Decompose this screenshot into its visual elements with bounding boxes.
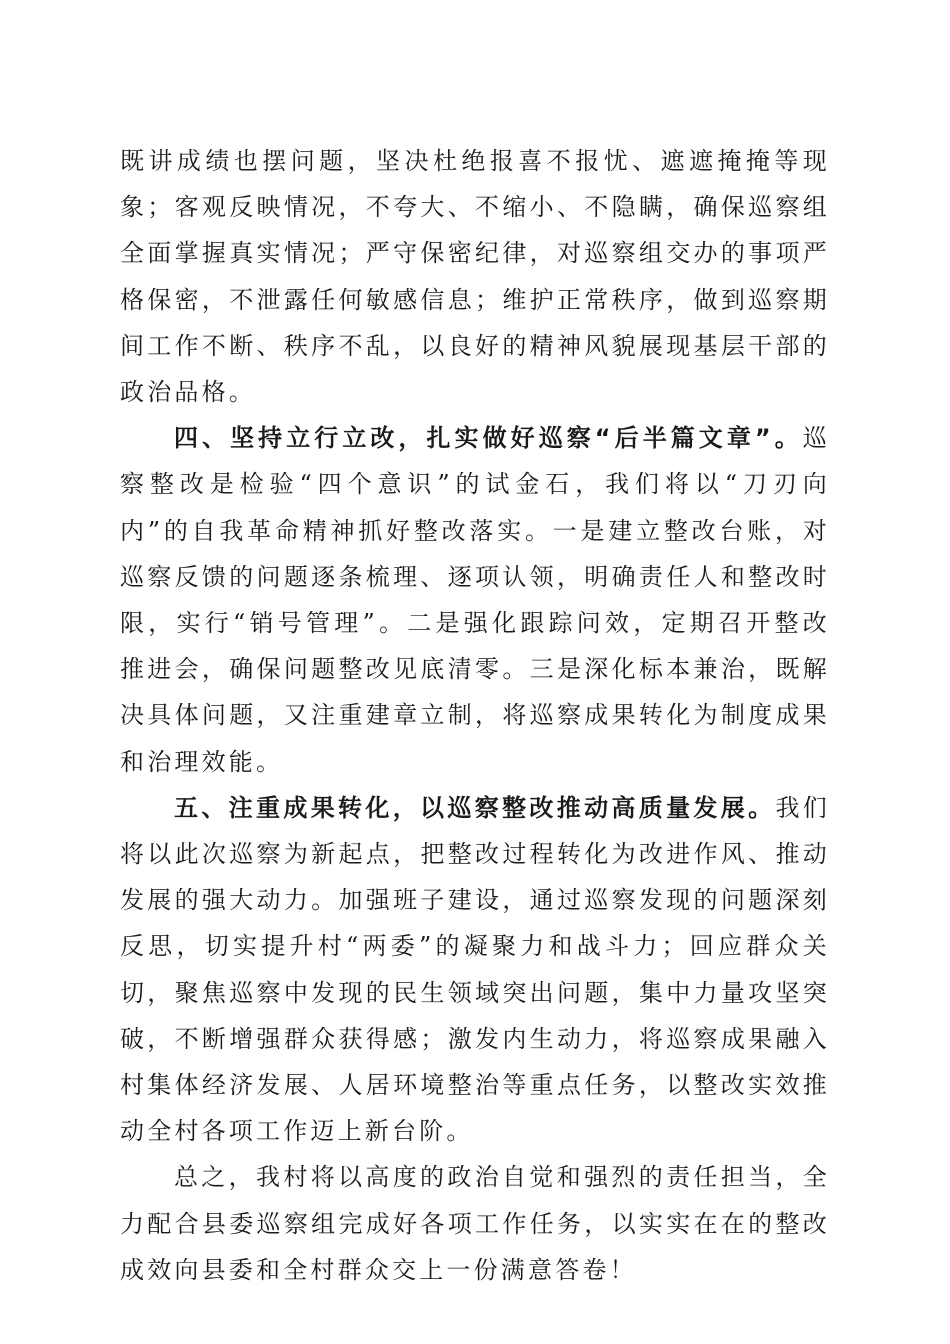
- paragraph-text: 巡察整改是检验“四个意识”的试金石，我们将以“刀刃向内”的自我革命精神抓好整改落实。一是建立整改台账，对巡察反馈的问题逐条梳理、逐项认领，明确责任人和整改时限，实行“销号管理”。二是强化跟踪问效，定期召开整改推进会，确保问题整改见底清零。三是深化标本兼治，既解决具体问题，又注重建章立制，将巡察成果转化为制度成果和治理效能。: [120, 424, 830, 776]
- paragraph-text: 我们将以此次巡察为新起点，把整改过程转化为改进作风、推动发展的强大动力。加强班子建设，通过巡察发现的问题深刻反思，切实提升村“两委”的凝聚力和战斗力；回应群众关切，聚焦巡察中发现的民生领域突出问题，集中力量攻坚突破，不断增强群众获得感；激发内生动力，将巡察成果融入村集体经济发展、人居环境整治等重点任务，以整改实效推动全村各项工作迈上新台阶。: [120, 793, 830, 1146]
- paragraph-conclusion: [120, 1154, 830, 1293]
- section-heading-five: 五、注重成果转化，以巡察整改推动高质量发展。: [174, 793, 776, 822]
- paragraph-section-five: [120, 785, 830, 1155]
- paragraph-text: 总之，我村将以高度的政治自觉和强烈的责任担当，全力配合县委巡察组完成好各项工作任务，以实实在在的整改成效向县委和全村群众交上一份满意答卷！: [120, 1163, 830, 1284]
- paragraph-section-four: [120, 415, 830, 785]
- document-page: [120, 138, 830, 1293]
- paragraph-text: 既讲成绩也摆问题，坚决杜绝报喜不报忧、遮遮掩掩等现象；客观反映情况，不夸大、不缩小、不隐瞒，确保巡察组全面掌握真实情况；严守保密纪律，对巡察组交办的事项严格保密，不泄露任何敏感信息；维护正常秩序，做到巡察期间工作不断、秩序不乱，以良好的精神风貌展现基层干部的政治品格。: [120, 147, 830, 407]
- section-heading-four: 四、坚持立行立改，扎实做好巡察“后半篇文章”。: [174, 424, 803, 453]
- paragraph-continued: [120, 138, 830, 415]
